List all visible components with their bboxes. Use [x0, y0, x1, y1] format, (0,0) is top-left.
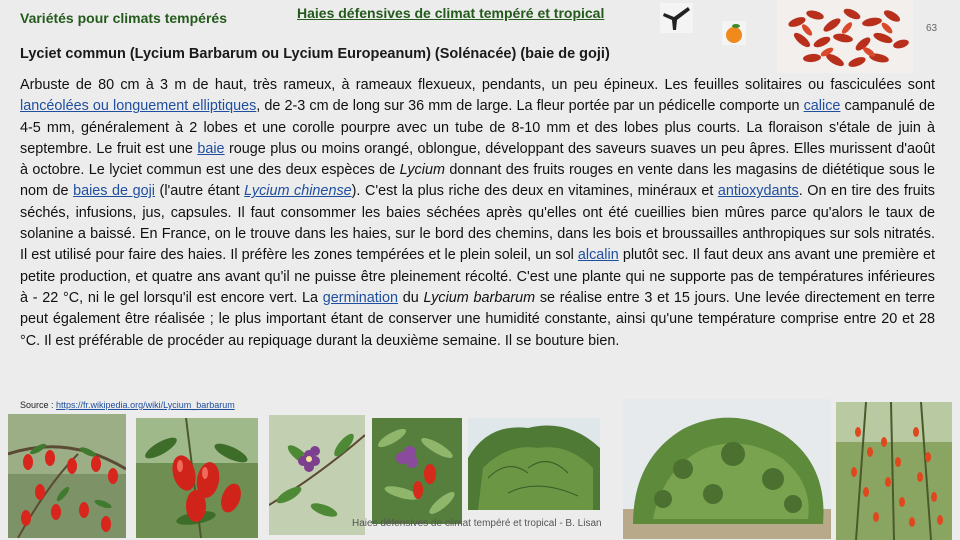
footer-text: Haies défensives de climat tempéré et tropical - B. Lisan — [352, 518, 602, 529]
pruning-tool-icon — [660, 3, 693, 33]
link-calice[interactable]: calice — [803, 98, 841, 115]
dried-goji-berries-photo — [777, 0, 913, 73]
lycium-hedge-photo — [468, 418, 600, 510]
link-lanceolees[interactable]: lancéolées ou longuement elliptiques — [20, 98, 257, 115]
lycium-bush-photo — [623, 399, 831, 539]
document-title: Haies défensives de climat tempéré et tropical — [297, 5, 605, 21]
description-text: Arbuste de 80 cm à 3 m de haut, très rameux, à rameaux flexueux, pendants, un peu épineux. Les feuilles solitaires ou fasciculées sont lancéolées ou longuement elliptiques, de 2-3 cm de long sur 36 mm de large. La fleur portée par un pédicelle comporte un calice campanulé de 4-5 mm, généralement à 2 lobes et une corolle pourpre avec un tube de 8-10 mm et des lobes plus courts. La floraison s'étale de juin à septembre. Le fruit est une baie rouge plus ou moins orangé, oblongue, développant des saveurs suaves un peu âpres. Elles murissent d'août à octobre. Le lyciet commun est une des deux espèces de Lycium donnant des fruits rouges en vente dans les magasins de diététique sous le nom de baies de goji (l'autre étant Lycium chinense). C'est la plus riche des deux en vitamines, minéraux et antioxydants. On en tire des fruits séchés, infusions, jus, capsules. Il faut consommer les baies séchées après qu'elles ont été cueillies bien mûres parce qu'alors le taux de solanine a baissé. En France, on le trouve dans les haies, sur le bord des chemins, dans les bois et broussailles anthropiques sur sols nitratés. Il est utilisé pour faire des haies. Il préfère les zones tempérées et le plein soleil, un sol alcalin plutôt sec. Il faut deux ans avant une première et petite production, et quatre ans avant qu'il ne puisse être pleinement récolté. C'est une plante qui ne supporte pas de températures inférieures à - 22 °C, ni le gel lorsqu'il est encore vert. La germination du Lycium barbarum se réalise entre 3 et 15 jours. Une levée directement en terre peut également être réalisée ; le plus important étant de conserver une humidité constante, ainsi qu'une température comprise entre 20 et 28 °C. Il est préférable de procéder au repiquage durant la deuxième semaine. Il se bouture bien. — [20, 77, 936, 349]
link-antioxydants[interactable]: antioxydants — [717, 183, 799, 200]
link-baie[interactable]: baie — [197, 140, 225, 157]
goji-flower-berries-photo — [372, 418, 462, 524]
link-baies-de-goji[interactable]: baies de goji — [73, 183, 155, 200]
section-title: Variétés pour climats tempérés — [20, 10, 227, 26]
source-link[interactable]: https://fr.wikipedia.org/wiki/Lycium_barbarum — [56, 400, 235, 410]
link-alcalin[interactable]: alcalin — [577, 247, 619, 264]
goji-berries-closeup-photo — [136, 418, 258, 538]
orange-fruit-icon — [722, 21, 746, 45]
link-germination[interactable]: germination — [322, 289, 398, 306]
goji-branches-photo — [8, 414, 126, 538]
plant-heading: Lyciet commun (Lycium Barbarum ou Lycium Europeanum) (Solénacée) (baie de goji) — [20, 46, 610, 62]
goji-shrub-fruits-photo — [836, 402, 952, 540]
link-lycium-chinense[interactable]: Lycium chinense — [244, 183, 352, 200]
source-line: Source : https://fr.wikipedia.org/wiki/Lycium_barbarum — [20, 400, 235, 410]
goji-flower-photo — [269, 415, 365, 535]
page-number: 63 — [926, 23, 938, 34]
